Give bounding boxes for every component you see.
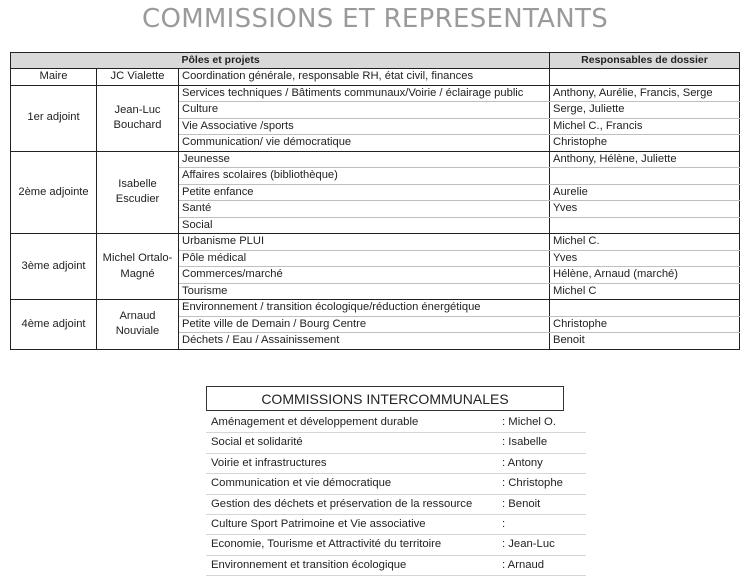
commission-representative: : Michel O.: [502, 416, 556, 428]
commission-label: Culture Sport Patrimoine et Vie associative: [211, 517, 426, 530]
role-cell: Maire: [11, 69, 97, 86]
project-cell: Tourisme: [179, 283, 550, 300]
list-item: [206, 454, 586, 474]
list-item: [206, 433, 586, 453]
table-row: [11, 300, 740, 317]
project-cell: Environnement / transition écologique/réduction énergétique: [179, 300, 550, 317]
responsable-cell: Yves: [550, 201, 740, 218]
commission-representative: : Antony: [502, 456, 543, 469]
commission-label: Gestion des déchets et préservation de la ressource: [211, 497, 473, 510]
commission-representative: :: [502, 517, 506, 530]
responsable-cell: Hélène, Arnaud (marché): [550, 267, 740, 284]
responsable-cell: Christophe: [550, 316, 740, 333]
header-responsables: Responsables de dossier: [550, 53, 740, 69]
project-cell: Santé: [179, 201, 550, 218]
intercommunales-list: [206, 413, 586, 576]
name-cell: Jean-Luc Bouchard: [97, 85, 179, 151]
responsable-cell: Christophe: [550, 135, 740, 152]
table-header-row: [11, 53, 740, 69]
list-item: [206, 495, 586, 515]
role-cell: 4ème adjoint: [11, 300, 97, 350]
name-cell: JC Vialette: [97, 69, 179, 86]
responsable-cell: Michel C.: [550, 234, 740, 251]
table-row: [11, 234, 740, 251]
table-body: [11, 69, 740, 350]
table-row: [11, 151, 740, 168]
project-cell: Pôle médical: [179, 250, 550, 267]
responsable-cell: Anthony, Aurélie, Francis, Serge: [550, 85, 740, 102]
responsable-cell: Aurelie: [550, 184, 740, 201]
name-cell: Michel Ortalo-Magné: [97, 234, 179, 300]
project-cell: Services techniques / Bâtiments communaux/Voirie / éclairage public: [179, 85, 550, 102]
header-projects: Pôles et projets: [179, 53, 550, 69]
project-cell: Culture: [179, 102, 550, 119]
role-cell: 2ème adjointe: [11, 151, 97, 234]
commission-representative: : Jean-Luc: [502, 538, 555, 551]
responsable-cell: [550, 300, 740, 317]
commission-label: Social et solidarité: [211, 436, 303, 449]
responsable-cell: Michel C: [550, 283, 740, 300]
project-cell: Affaires scolaires (bibliothèque): [179, 168, 550, 185]
intercommunales-title: COMMISSIONS INTERCOMMUNALES: [206, 386, 564, 411]
project-cell: Déchets / Eau / Assainissement: [179, 333, 550, 350]
project-cell: Petite enfance: [179, 184, 550, 201]
name-cell: Isabelle Escudier: [97, 151, 179, 234]
commissions-table: [10, 52, 740, 350]
commission-representative: : Christophe: [502, 477, 563, 490]
responsable-cell: [550, 69, 740, 86]
commission-label: Aménagement et développement durable: [211, 416, 419, 428]
responsable-cell: Michel C., Francis: [550, 118, 740, 135]
commission-representative: : Benoit: [502, 497, 541, 510]
role-cell: 3ème adjoint: [11, 234, 97, 300]
list-item: [206, 515, 586, 535]
project-cell: Communication/ vie démocratique: [179, 135, 550, 152]
commission-label: Communication et vie démocratique: [211, 477, 392, 490]
table-row: [11, 85, 740, 102]
project-cell: Jeunesse: [179, 151, 550, 168]
responsable-cell: Benoit: [550, 333, 740, 350]
project-cell: Commerces/marché: [179, 267, 550, 284]
commission-label: Economie, Tourisme et Attractivité du territoire: [211, 538, 442, 551]
project-cell: Vie Associative /sports: [179, 118, 550, 135]
commission-label: Environnement et transition écologique: [211, 558, 407, 571]
commission-label: Voirie et infrastructures: [211, 456, 327, 469]
commission-representative: : Arnaud: [502, 558, 545, 571]
responsable-cell: Yves: [550, 250, 740, 267]
name-cell: Arnaud Nouviale: [97, 300, 179, 350]
responsable-cell: [550, 217, 740, 234]
list-item: [206, 474, 586, 494]
list-item: [206, 535, 586, 555]
table-row: [11, 69, 740, 86]
responsable-cell: [550, 168, 740, 185]
responsable-cell: Serge, Juliette: [550, 102, 740, 119]
responsable-cell: Anthony, Hélène, Juliette: [550, 151, 740, 168]
project-cell: Urbanisme PLUI: [179, 234, 550, 251]
page-title: COMMISSIONS ET REPRESENTANTS: [141, 4, 608, 34]
commission-representative: : Isabelle: [502, 436, 548, 449]
list-item: [206, 413, 586, 433]
role-cell: 1er adjoint: [11, 85, 97, 151]
project-cell: Petite ville de Demain / Bourg Centre: [179, 316, 550, 333]
project-cell: Social: [179, 217, 550, 234]
project-cell: Coordination générale, responsable RH, état civil, finances: [179, 69, 550, 86]
